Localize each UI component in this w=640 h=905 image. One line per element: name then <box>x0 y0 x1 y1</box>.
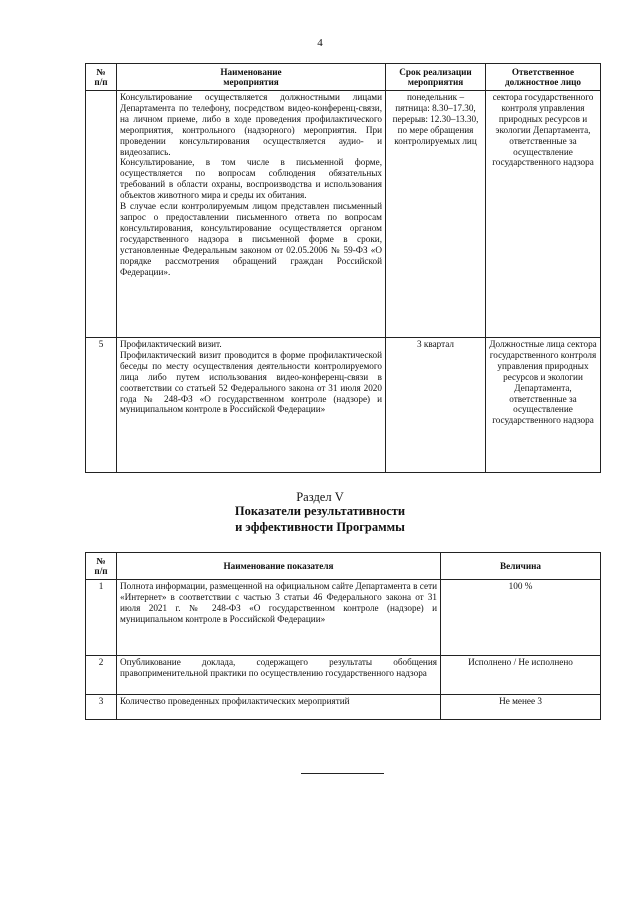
activity-paragraph: Профилактический визит. <box>120 339 222 349</box>
indicator-value: Не менее 3 <box>441 695 601 720</box>
table-row <box>86 695 601 720</box>
table-row <box>86 338 601 473</box>
table-header-row <box>86 64 601 91</box>
indicators-table <box>85 552 601 720</box>
indicator-value: Исполнено / Не исполнено <box>441 656 601 695</box>
indicator-name: Полнота информации, размещенной на официальном сайте Департамента в сети «Интернет» в соответствии с частью 3 статьи 46 Федерального закона от 31 июля 2021 г. № 248-ФЗ «О государственном контроле (надзоре) и муниципальном контроле в Российской Федерации» <box>117 580 441 656</box>
row-number <box>86 91 117 338</box>
activity-description <box>117 338 386 473</box>
activity-paragraph: В случае если контролируемым лицом представлен письменный запрос о предоставлении письменного ответа по вопросам консультирования, консультирование осуществляется органом государственного надзора в письменной форме в сроки, установленные Федеральным законом от 02.05.2006 № 59-ФЗ «О порядке рассмотрения обращений граждан Российской Федерации». <box>120 201 382 277</box>
row-number: 5 <box>86 338 117 473</box>
col-header-num: № п/п <box>86 553 117 580</box>
responsible-person: Должностные лица сектора государственного контроля управления природных ресурсов и экологии Департамента, ответственные за осуществление государственного надзора <box>486 338 601 473</box>
row-number: 1 <box>86 580 117 656</box>
activity-paragraph: Консультирование осуществляется должностными лицами Департамента по телефону, посредством видео-конференц-связи, на личном приеме, либо в ходе проведения профилактического мероприятия, контрольного (надзорного) мероприятия. При проведении консультирования осуществляется аудио- и видеозапись. <box>120 92 382 157</box>
row-number: 3 <box>86 695 117 720</box>
row-number: 2 <box>86 656 117 695</box>
footer-divider <box>301 773 384 774</box>
indicator-value: 100 % <box>441 580 601 656</box>
section-title <box>0 504 640 535</box>
table-header-row <box>86 553 601 580</box>
responsible-person: сектора государственного контроля управления природных ресурсов и экологии Департамента, ответственные за осуществление государственного надзора <box>486 91 601 338</box>
activity-paragraph: Консультирование, в том числе в письменной форме, осуществляется по вопросам соблюдения обязательных требований в области охраны, воспроизводства и использования объектов животного мира и среды их обитания. <box>120 157 382 201</box>
activities-table <box>85 63 601 473</box>
table-row <box>86 91 601 338</box>
col-header-term: Срок реализации мероприятия <box>386 64 486 91</box>
activity-paragraph: Профилактический визит проводится в форме профилактической беседы по месту осуществления деятельности контролируемого лица либо путем использования видео-конференц-связи в соответствии со статьей 52 Федерального закона от 31 июля 2020 года № 248-ФЗ «О государственном контроле (надзоре) и муниципальном контроле в Российской Федерации» <box>120 349 382 415</box>
col-header-indicator: Наименование показателя <box>117 553 441 580</box>
activity-term: понедельник – пятница: 8.30–17.30, перерыв: 12.30–13.30, по мере обращения контролируемых лиц <box>386 91 486 338</box>
page-number: 4 <box>317 37 323 49</box>
activity-description <box>117 91 386 338</box>
col-header-value: Величина <box>441 553 601 580</box>
col-header-activity: Наименование мероприятия <box>117 64 386 91</box>
section-title-line: Показатели результативности <box>234 504 406 518</box>
section-title-line: и эффективности Программы <box>235 519 405 534</box>
indicator-name: Опубликование доклада, содержащего результаты обобщения правоприменительной практики по осуществлению государственного надзора <box>117 656 441 695</box>
activity-term: 3 квартал <box>386 338 486 473</box>
table-row <box>86 656 601 695</box>
section-number: Раздел V <box>296 490 344 504</box>
col-header-responsible: Ответственное должностное лицо <box>486 64 601 91</box>
table-row <box>86 580 601 656</box>
col-header-num: № п/п <box>86 64 117 91</box>
indicator-name: Количество проведенных профилактических мероприятий <box>117 695 441 720</box>
